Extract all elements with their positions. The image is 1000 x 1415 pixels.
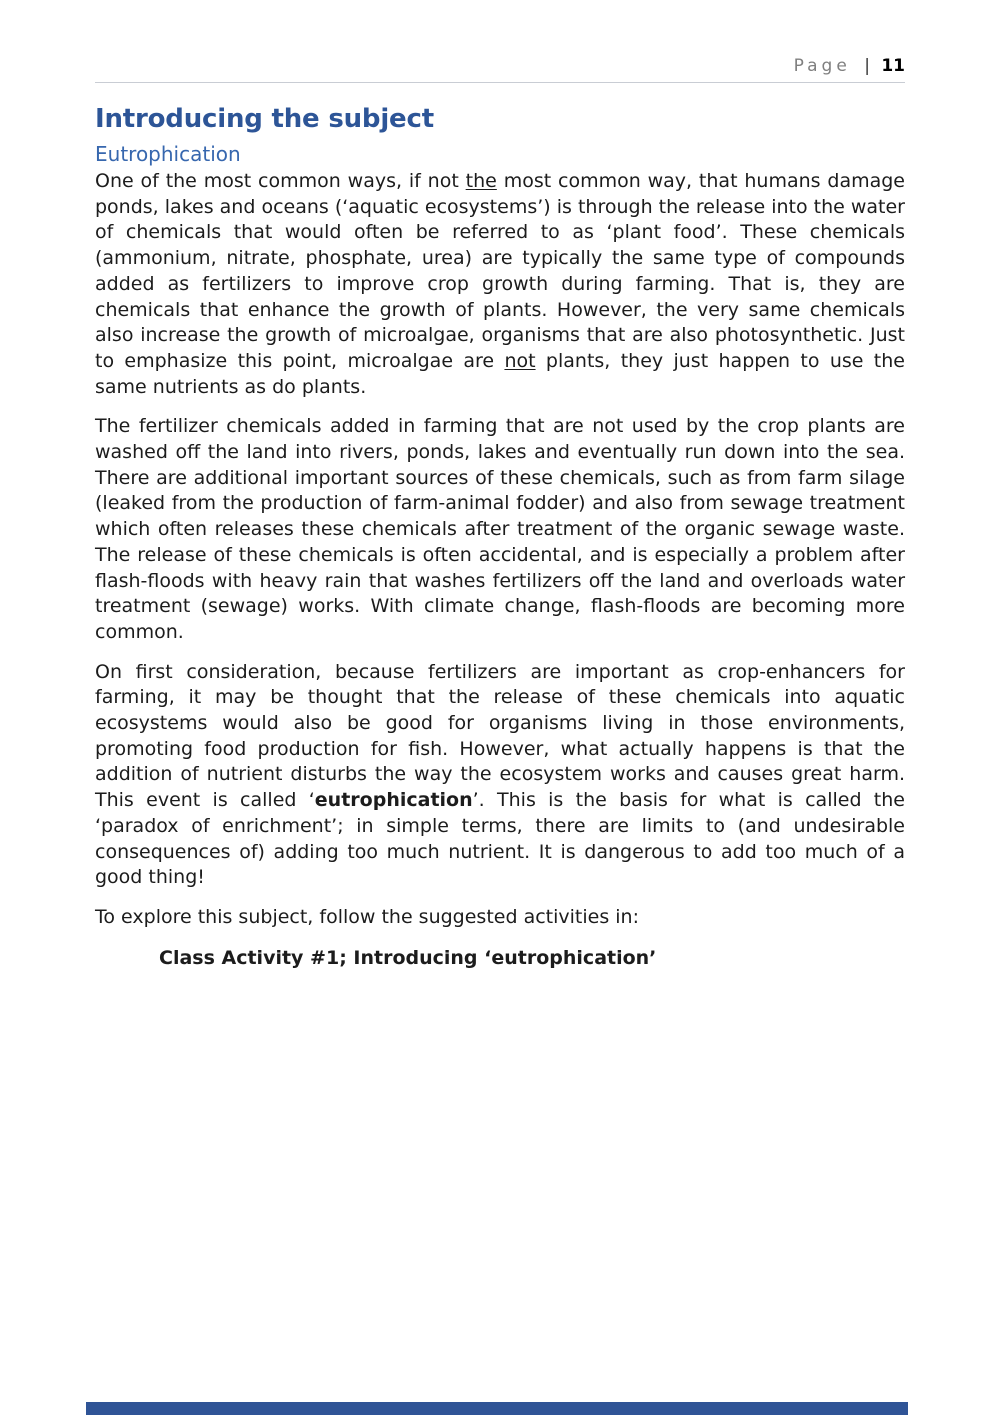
paragraph-1 [95, 169, 905, 400]
paragraph-1-underlined-the: the [465, 170, 497, 192]
paragraph-1-run-1: One of the most common ways, if not [95, 170, 466, 192]
paragraph-1-underlined-not: not [504, 349, 536, 372]
paragraph-2: The fertilizer chemicals added in farming that are not used by the crop plants are washed off the land into rivers, ponds, lakes and eventually run down into the sea. There are additional important sources of these chemicals, such as from farm silage (leaked from the production of farm-animal fodder) and also from sewage treatment which often releases these chemicals after treatment of the organic sewage waste. The release of these chemicals is often accidental, and is especially a problem after flash-floods with heavy rain that washes fertilizers off the land and overloads water treatment (sewage) works. With climate change, flash-floods are becoming more common. [95, 415, 905, 643]
page-title: Introducing the subject [95, 104, 434, 134]
paragraph-4: To explore this subject, follow the suggested activities in: [95, 905, 639, 928]
page-number-value: 11 [881, 56, 905, 76]
page-number-label: Page [793, 56, 851, 76]
class-activity-line: Class Activity #1; Introducing ‘eutrophication’ [159, 946, 657, 969]
paragraph-1-run-3: most common way, that humans damage ponds, lakes and oceans (‘aquatic ecosystems’) is through the release into the water of chemicals that would often be referred to as ‘plant food’. These chemicals (ammonium, nitrate, phosphate, urea) are typically the same type of compounds added as fertilizers to improve crop growth during farming. That is, they are chemicals that enhance the growth of plants. However, the very same chemicals also increase the growth of microalgae, organisms that are also photosynthetic. Just to emphasize this point, microalgae are [95, 170, 905, 372]
paragraph-3-run-1: On first consideration, because fertilizers are important as crop-enhancers for farming, it may be thought that the release of these chemicals into aquatic ecosystems would also be good for organisms living in those environments, promoting food production for fish. However, what actually happens is that the addition of nutrient disturbs the way the ecosystem works and causes great harm. This event is called ‘ [95, 660, 905, 812]
paragraph-3 [95, 660, 905, 891]
section-subtitle: Eutrophication [95, 142, 241, 166]
page-number-separator: | [864, 56, 870, 76]
paragraph-1-run-5: plants, they just happen to use the same nutrients as do plants. [95, 349, 905, 398]
footer-accent-bar [86, 1402, 908, 1415]
page-header [95, 54, 905, 83]
paragraph-3-bold-eutrophication: eutrophication [314, 789, 473, 812]
paragraph-3-run-3: ’. This is the basis for what is called the ‘paradox of enrichment’; in simple terms, there are limits to (and undesirable consequences of) adding too much nutrient. It is dangerous to add too much of a good thing! [95, 789, 905, 889]
